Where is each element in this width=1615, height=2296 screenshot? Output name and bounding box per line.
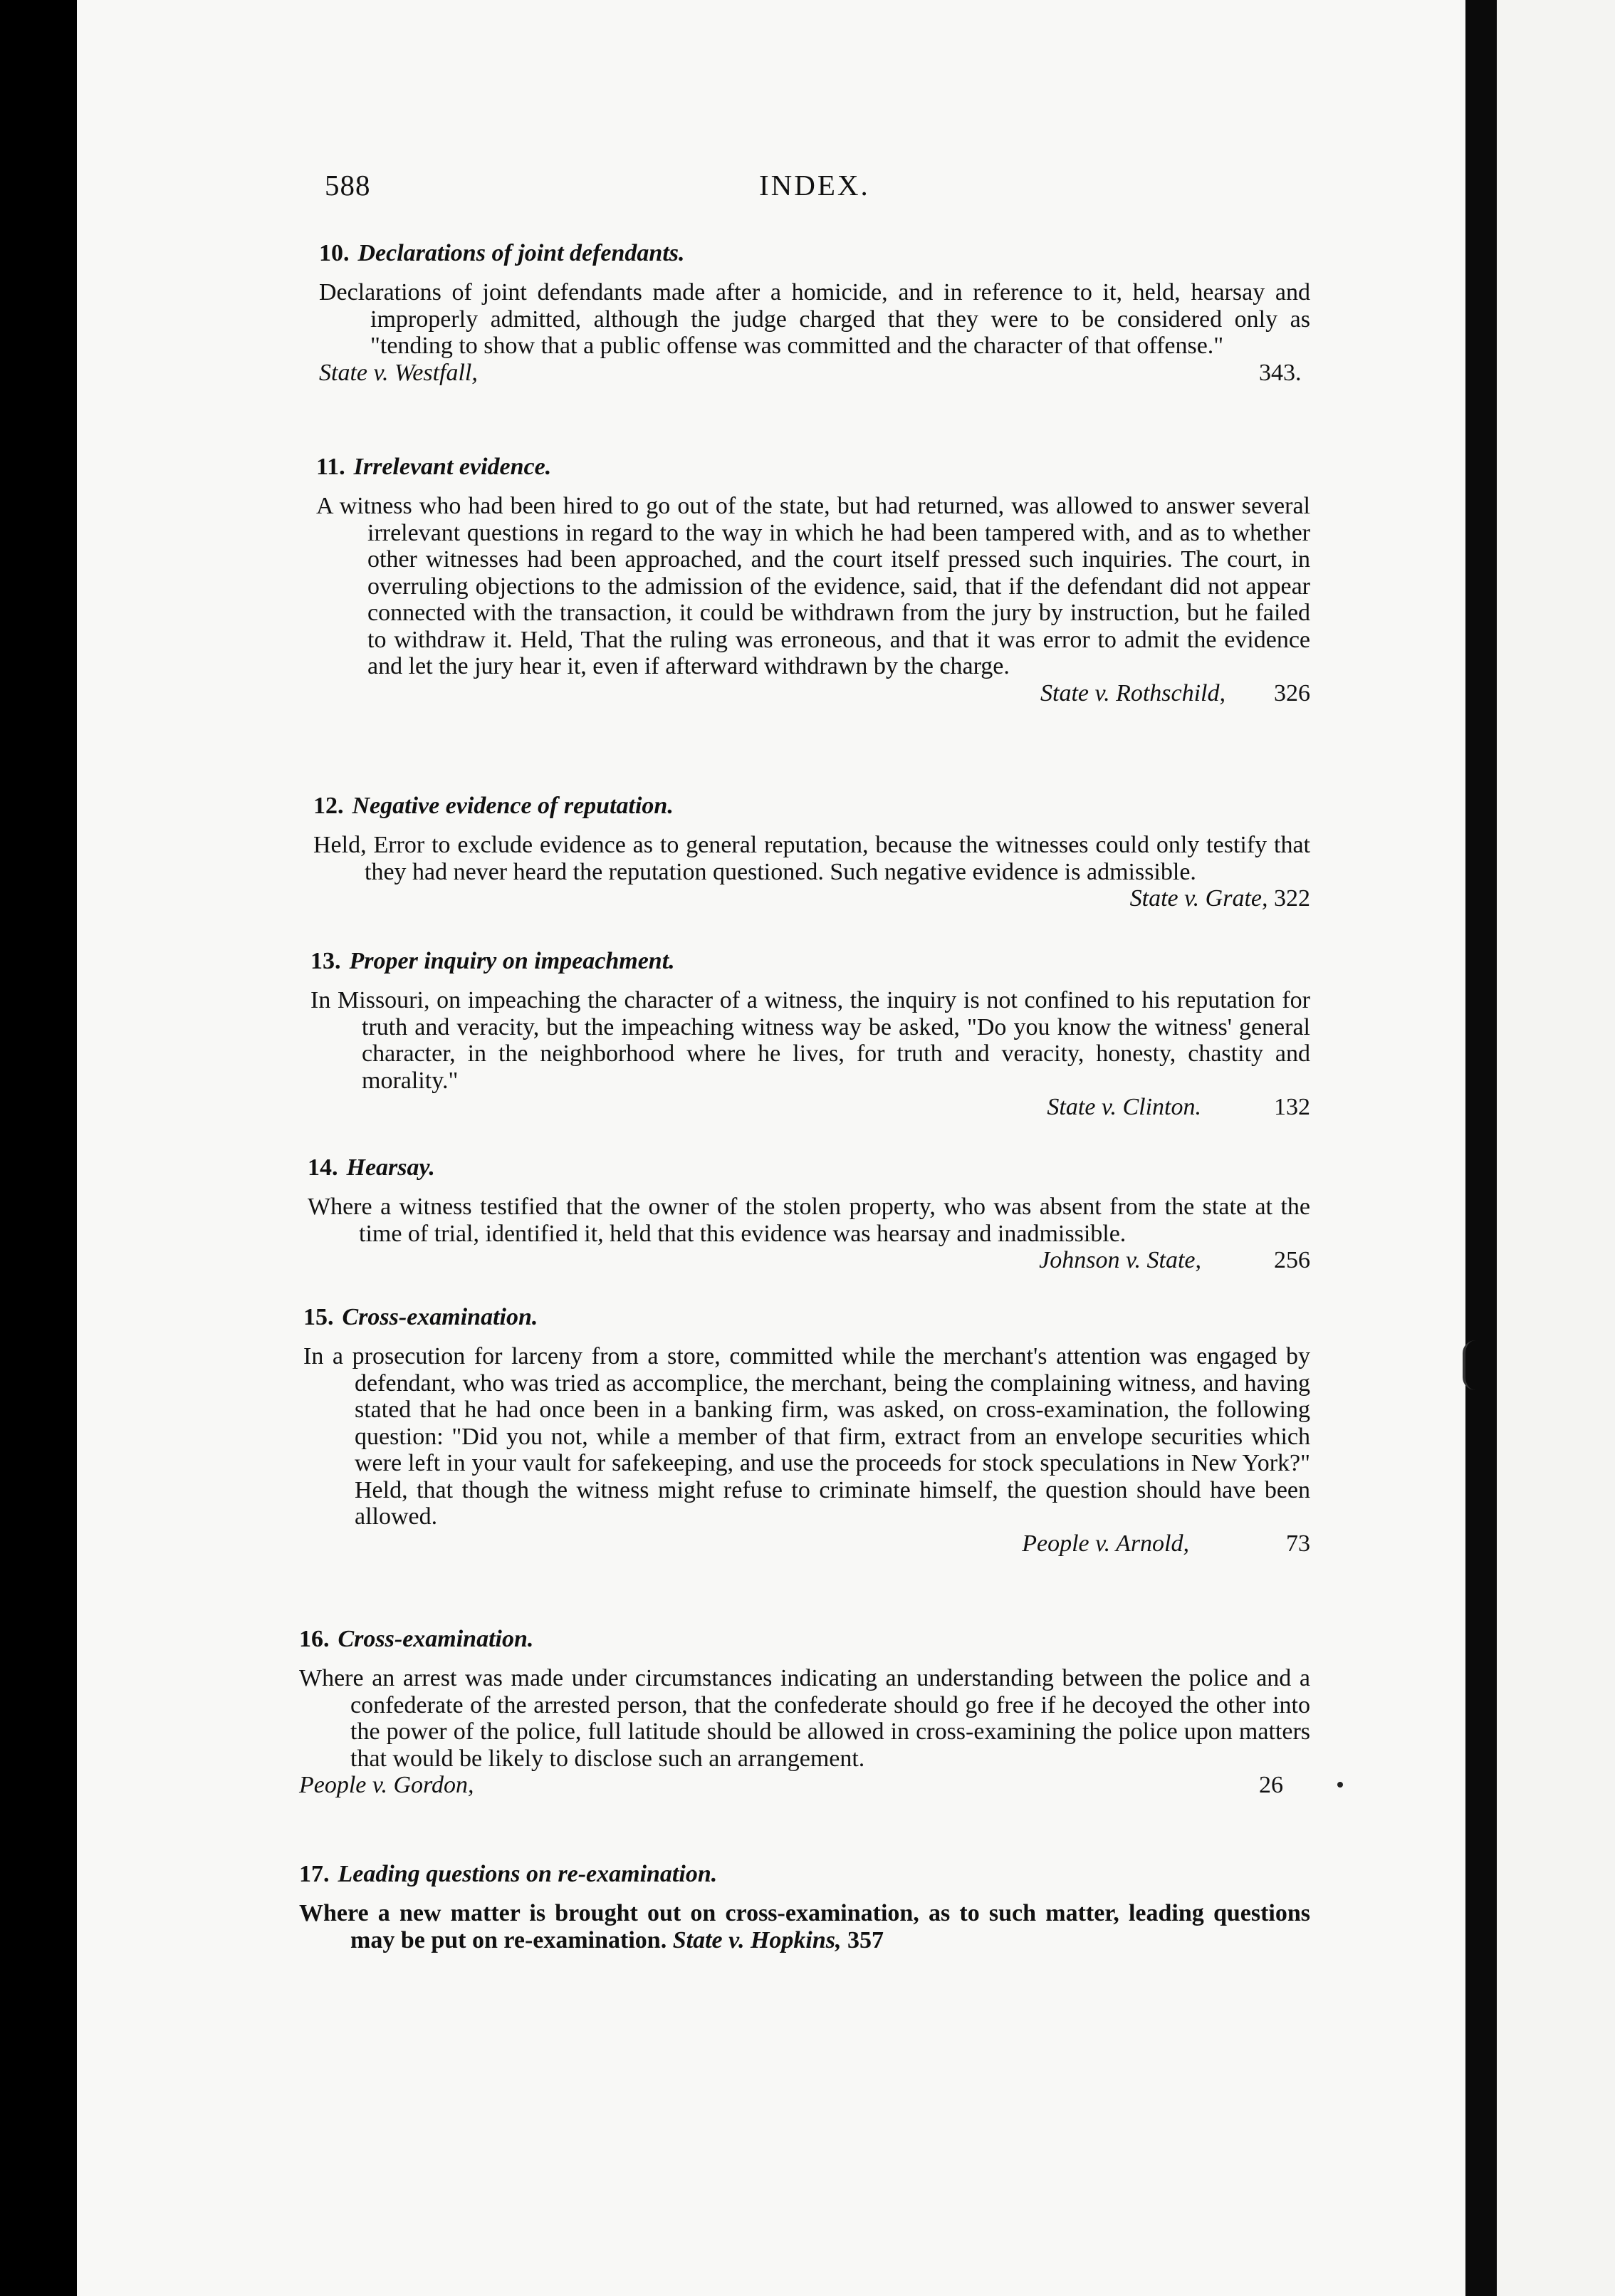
citation [355, 1530, 1310, 1557]
case-name: Johnson v. State, [1039, 1247, 1201, 1273]
entry-text: Where a witness testified that the owner of the stolen property, who was absent from the state at the time of trial, identified it, held that this evidence was hearsay and inadmissible. [308, 1194, 1310, 1247]
entry-number: 13. [310, 948, 341, 974]
entry-heading-text: Proper inquiry on impeachment. [349, 948, 675, 974]
index-entry [319, 239, 1310, 386]
case-name: State v. Grate, [1129, 885, 1268, 912]
entry-text: Held, Error to exclude evidence as to general reputation, because the witnesses could only testify that they had never heard the reputation questioned. Such negative evidence is admissible. [313, 832, 1310, 885]
entry-body [303, 1343, 1310, 1557]
page-ref: 357 [847, 1926, 884, 1953]
entry-number: 16. [299, 1626, 330, 1652]
entry-heading [303, 1303, 1310, 1332]
entry-number: 10. [319, 240, 350, 266]
entry-text: In Missouri, on impeaching the character of a witness, the inquiry is not confined to his reputation for truth and veracity, but the impeaching witness way be asked, "Do you know the witness' general character, in the neighborhood where he lives, for truth and veracity, honesty, chastity and morality." [310, 987, 1310, 1094]
entry-number: 11. [316, 454, 345, 480]
citation: State v. Westfall, 343. [319, 359, 1302, 386]
case-name: People v. Arnold, [1022, 1530, 1189, 1557]
entry-body [313, 832, 1310, 912]
page-ref: 73 [1286, 1530, 1310, 1557]
citation [365, 885, 1310, 912]
entry-heading-text: Negative evidence of reputation. [352, 793, 674, 819]
index-entry [299, 1860, 1310, 1953]
page-header [325, 168, 1322, 211]
entry-heading-text: Irrelevant evidence. [353, 454, 552, 480]
entry-body [299, 1665, 1310, 1799]
entry-heading [319, 239, 1310, 268]
entry-body [319, 279, 1310, 386]
citation: People v. Gordon, 26 [299, 1772, 1283, 1798]
citation [362, 1094, 1310, 1121]
page-number: 588 [325, 169, 371, 202]
running-title: INDEX. [759, 169, 870, 202]
entry-heading-text: Cross-examination. [342, 1304, 538, 1330]
index-entry [299, 1625, 1310, 1799]
index-entry [313, 792, 1310, 912]
entry-heading [308, 1154, 1310, 1182]
entry-number: 14. [308, 1154, 338, 1181]
entry-body [299, 1900, 1310, 1953]
citation [359, 1247, 1310, 1274]
facing-page-edge [1497, 0, 1615, 2296]
entry-text: Declarations of joint defendants made after a homicide, and in reference to it, held, hearsay and improperly admitted, although the judge charged that they were to be considered only as "tending to show that a public offense was committed and the character of that offense." [319, 279, 1310, 359]
entry-heading [313, 792, 1310, 820]
entry-heading [310, 947, 1310, 976]
page-ref: 322 [1274, 885, 1310, 912]
entry-heading-text: Cross-examination. [338, 1626, 534, 1652]
ink-spot [1337, 1782, 1343, 1788]
index-entry [308, 1154, 1310, 1274]
index-entry [310, 947, 1310, 1121]
page-ref: 326 [1274, 679, 1310, 706]
index-entry [316, 453, 1310, 706]
entry-heading [299, 1625, 1310, 1654]
entry-text: In a prosecution for larceny from a store, committed while the merchant's attention was engaged by defendant, who was tried as accomplice, the merchant, being the complaining witness, and having stated that he had once been in a banking firm, was asked, on cross-examination, the following question: "Did you not, while a member of that firm, extract from an envelope securities which were left in your vault for safekeeping, and use the proceeds for stock speculations in New York?" Held, that though the witness might refuse to criminate himself, the question should have been allowed. [303, 1343, 1310, 1530]
entry-body [308, 1194, 1310, 1274]
entry-heading [299, 1860, 1310, 1889]
case-name: People v. Gordon, [299, 1772, 474, 1798]
entry-number: 17. [299, 1861, 330, 1887]
case-name: State v. Rothschild, [1040, 679, 1225, 706]
page-ref: 256 [1274, 1247, 1310, 1273]
facing-page-mark [1463, 1340, 1475, 1390]
entry-heading-text: Declarations of joint defendants. [357, 240, 685, 266]
case-name: State v. Hopkins, [672, 1926, 842, 1953]
index-entry [303, 1303, 1310, 1557]
entry-number: 12. [313, 793, 344, 819]
entry-text: A witness who had been hired to go out of the state, but had returned, was allowed to answer several irrelevant questions in regard to the way in which he had been tampered with, and as to whether other witnesses had been approached, and the court itself pressed such inquiries. The court, in overruling objections to the admission of the evidence, said, that if the defendant did not appear connected with the transaction, it could be withdrawn from the jury by instruction, but he failed to withdraw it. Held, That the ruling was erroneous, and that it was error to admit the evidence and let the jury hear it, even if afterward withdrawn by the charge. [316, 493, 1310, 679]
entry-text: Where a new matter is brought out on cross-examination, as to such matter, leading questions may be put on re-examination. [299, 1900, 1310, 1953]
page-gutter-shadow [1465, 0, 1497, 2296]
case-name: State v. Clinton. [1047, 1094, 1201, 1120]
entry-heading-text: Hearsay. [346, 1154, 435, 1181]
citation [367, 680, 1310, 707]
case-name: State v. Westfall, [319, 359, 478, 386]
entry-text: Where an arrest was made under circumstances indicating an understanding between the police and a confederate of the arrested person, that the confederate should go free if he decoyed the other into the power of the police, full latitude should be allowed in cross-examining the police upon matters that would be likely to disclose such an arrangement. [299, 1665, 1310, 1772]
entry-body [316, 493, 1310, 706]
entry-body [310, 987, 1310, 1121]
entry-heading [316, 453, 1310, 481]
entry-number: 15. [303, 1304, 334, 1330]
entry-heading-text: Leading questions on re-examination. [338, 1861, 718, 1887]
page-ref: 132 [1274, 1094, 1310, 1120]
